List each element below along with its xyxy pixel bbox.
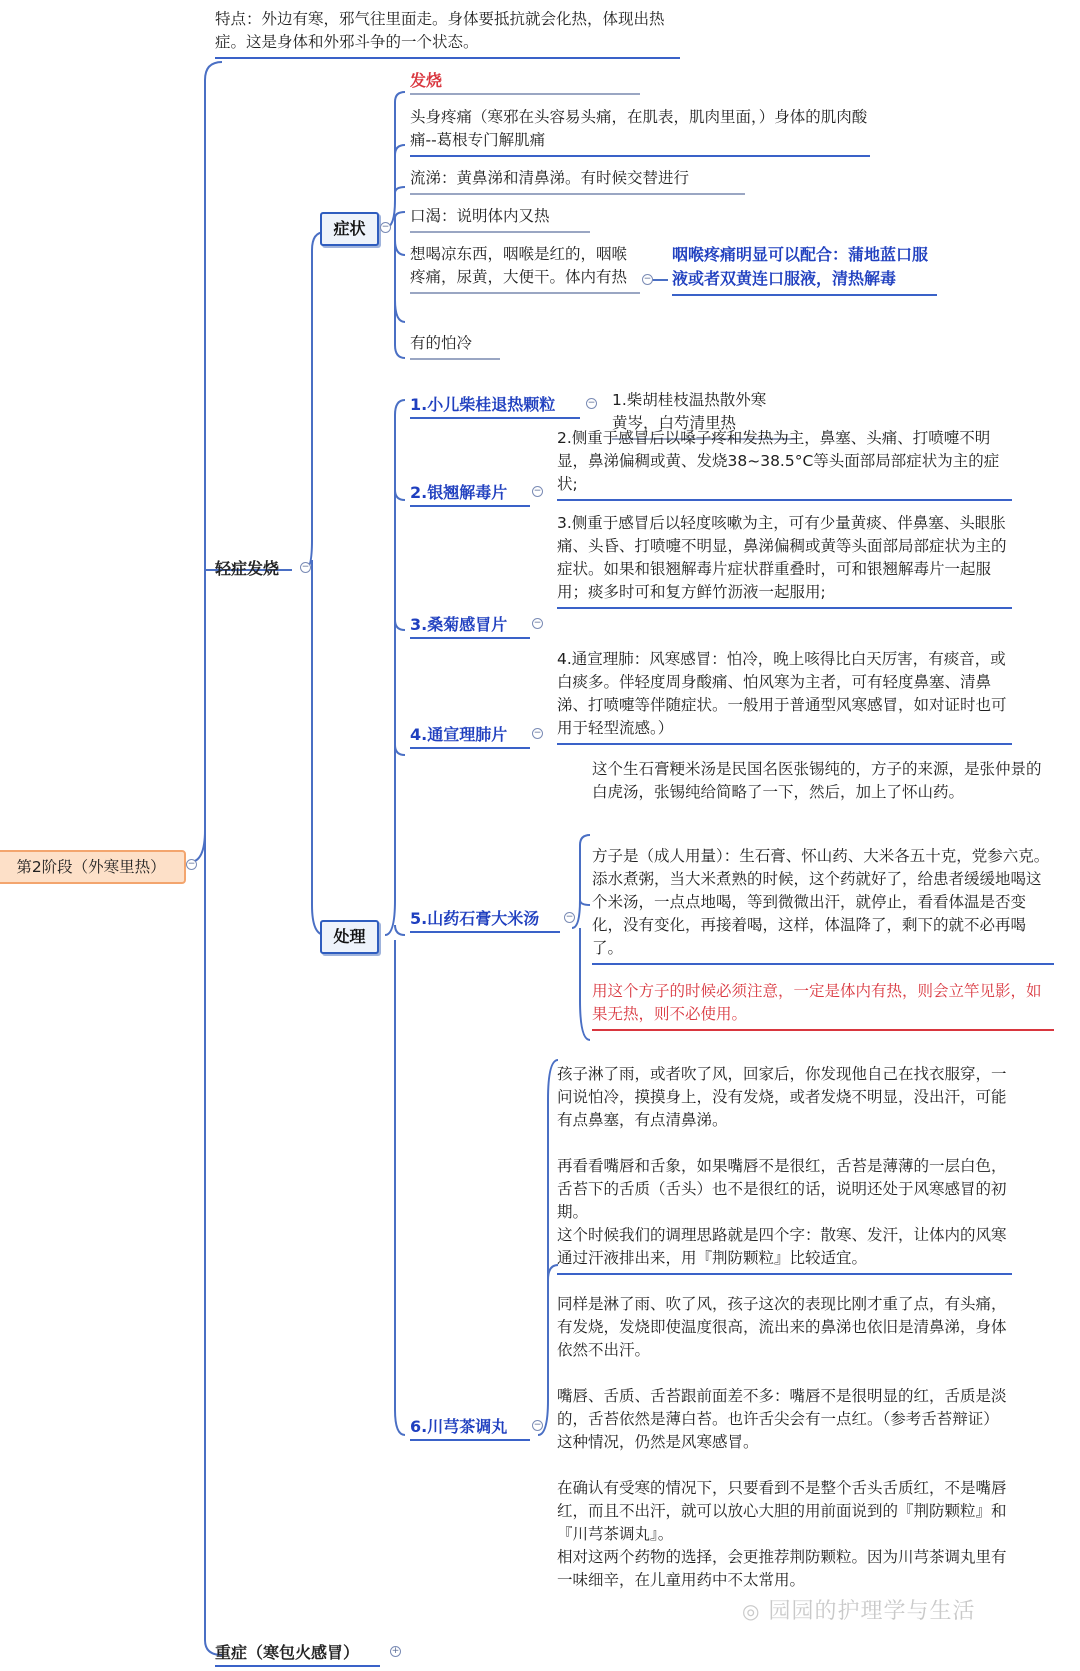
med-1-desc-text: 1.柴胡桂枝温热散外寒 黄岑，白芍清里热: [612, 391, 767, 432]
root-label: 第2阶段（外寒里热）: [16, 858, 166, 876]
watermark-text: 园园的护理学与生活: [768, 1599, 976, 1624]
med-1-name: 1.小儿柴桂退热颗粒: [410, 395, 556, 414]
symptom-runny-nose-text: 流涕：黄鼻涕和清鼻涕。有时候交替进行: [410, 169, 690, 187]
med-2-name: 2.银翘解毒片: [410, 483, 508, 502]
med-4-desc-text: 4.通宣理肺：风寒感冒：怕冷，晚上咳得比白天厉害，有痰音，或白痰多。伴轻度周身酸痛、怕风寒为主者，可有轻度鼻塞、清鼻涕、打喷嚏等伴随症状。一般用于普通型风寒感冒，如对证时也可用于轻型流感。）: [557, 650, 1007, 737]
symptom-internal-heat-text: 想喝凉东西，咽喉是红的，咽喉疼痛，尿黄，大便干。体内有热: [410, 245, 628, 286]
med-3-desc: [557, 512, 1012, 609]
med-6-block-1: [557, 1040, 1012, 1275]
med-2-desc: [557, 427, 1012, 501]
symptom-internal-heat-toggle[interactable]: −: [643, 274, 652, 284]
med-5-note-source: [592, 758, 1052, 804]
symptom-chills-text: 有的怕冷: [410, 334, 473, 352]
med-6-node[interactable]: [410, 1414, 530, 1441]
watermark: [742, 1594, 975, 1625]
med-6-name: 6.川芎茶调丸: [410, 1417, 508, 1436]
symptoms-label: 症状: [333, 219, 366, 238]
med-5-note-recipe-text: 方子是（成人用量）：生石膏、怀山药、大米各五十克，党参六克。添水煮粥，当大米煮熟的时候，这个药就好了，给患者缓缓地喝这个米汤，一点点地喝，等到微微出汗，就停止，看看体温是否变化，没有变化，再接着喝，这样，体温降了，剩下的就不必再喝了。: [592, 847, 1050, 957]
symptoms-collapse-toggle[interactable]: −: [381, 222, 390, 232]
med-5-name: 5.山药石膏大米汤: [410, 909, 540, 928]
med-3-name: 3.桑菊感冒片: [410, 615, 508, 634]
feature-text: 特点：外边有寒，邪气往里面走。身体要抵抗就会化热，体现出热症。这是身体和外邪斗争的一个状态。: [215, 10, 665, 51]
med-5-toggle[interactable]: −: [565, 912, 574, 922]
symptom-internal-heat: [410, 243, 640, 294]
med-5-note-source-text: 这个生石膏粳米汤是民国名医张锡纯的，方子的来源，是张仲景的白虎汤，张锡纯给简略了一下，然后，加上了怀山药。: [592, 760, 1042, 801]
treatment-node[interactable]: [320, 920, 379, 954]
symptom-fever-text: 发烧: [410, 71, 443, 90]
med-1-node[interactable]: [410, 392, 580, 419]
symptom-body-ache: [410, 106, 870, 157]
med-2-desc-text: 2.侧重于感冒后以嗓子疼和发热为主，鼻塞、头痛、打喷嚏不明显，鼻涕偏稠或黄、发烧38~38.5°C等头面部局部症状为主的症状;: [557, 429, 1000, 493]
med-5-note-caution: [592, 980, 1054, 1031]
med-6-block-2: [557, 1270, 1012, 1592]
root-collapse-toggle[interactable]: −: [187, 859, 196, 869]
symptoms-node[interactable]: [320, 212, 379, 246]
wechat-icon: ◎: [742, 1599, 761, 1623]
med-6-block-1-text: 孩子淋了雨，或者吹了风，回家后，你发现他自己在找衣服穿，一问说怕冷，摸摸身上，没有发烧，或者发烧不明显，没出汗，可能有点鼻塞，有点清鼻涕。 再看看嘴唇和舌象，如果嘴唇不是很红，舌苔是薄薄的一层白色，舌苔下的舌质（舌头）也不是很红的话，说明还处于风寒感冒的初期。 这个时候我们的调理思路就是四个字：散寒、发汗，让体内的风寒通过汗液排出来，用『荆防颗粒』比较适宜。: [557, 1065, 1007, 1267]
med-3-toggle[interactable]: −: [533, 618, 542, 628]
severe-expand-toggle[interactable]: +: [391, 1646, 400, 1656]
symptom-fever: [410, 68, 640, 95]
med-2-node[interactable]: [410, 480, 530, 507]
symptom-runny-nose: [410, 167, 745, 195]
med-4-node[interactable]: [410, 722, 530, 749]
throat-pain-note-text: 咽喉疼痛明显可以配合：蒲地蓝口服液或者双黄连口服液，清热解毒: [672, 245, 929, 288]
root-node[interactable]: [0, 850, 186, 884]
med-3-node[interactable]: [410, 612, 530, 639]
severe-label: 重症（寒包火感冒）: [215, 1643, 360, 1662]
med-5-note-recipe: [592, 845, 1054, 965]
med-5-node[interactable]: [410, 906, 560, 933]
feature-note: [215, 8, 680, 59]
mild-fever-label: 轻症发烧: [215, 559, 280, 578]
symptom-body-ache-text: 头身疼痛（寒邪在头容易头痛，在肌表，肌肉里面，）身体的肌肉酸痛--葛根专门解肌痛: [410, 108, 868, 149]
treatment-label: 处理: [333, 927, 366, 946]
med-6-toggle[interactable]: −: [533, 1420, 542, 1430]
med-4-name: 4.通宣理肺片: [410, 725, 508, 744]
med-3-desc-text: 3.侧重于感冒后以轻度咳嗽为主，可有少量黄痰、伴鼻塞、头眼胀痛、头昏、打喷嚏不明显，鼻涕偏稠或黄等头面部局部症状为主的症状。如果和银翘解毒片症状群重叠时，可和银翘解毒片一起服用；痰多时可和复方鲜竹沥液一起服用;: [557, 514, 1007, 601]
mild-collapse-toggle[interactable]: −: [301, 562, 310, 572]
mild-fever-node[interactable]: [215, 556, 295, 579]
symptom-chills: [410, 332, 500, 360]
symptom-thirst: [410, 205, 590, 233]
med-4-toggle[interactable]: −: [533, 728, 542, 738]
med-2-toggle[interactable]: −: [533, 486, 542, 496]
symptom-thirst-text: 口渴：说明体内又热: [410, 207, 550, 225]
med-1-toggle[interactable]: −: [587, 398, 596, 408]
med-5-note-caution-text: 用这个方子的时候必须注意，一定是体内有热，则会立竿见影，如果无热，则不必使用。: [592, 982, 1042, 1023]
med-4-desc: [557, 648, 1012, 745]
severe-node[interactable]: [215, 1640, 380, 1667]
throat-pain-note: [672, 243, 937, 296]
med-6-block-2-text: 同样是淋了雨、吹了风，孩子这次的表现比刚才重了点，有头痛，有发烧，发烧即使温度很高，流出来的鼻涕也依旧是清鼻涕，身体依然不出汗。 嘴唇、舌质、舌苔跟前面差不多：嘴唇不是很明显的红，舌质是淡的，舌苔依然是薄白苔。也许舌尖会有一点红。（参考舌苔辩证） 这种情况，仍然是风寒感冒。 在确认有受寒的情况下，只要看到不是整个舌头舌质红，不是嘴唇红，而且不出汗，就可以放心大胆的用前面说到的『荆防颗粒』和『川芎茶调丸』。 相对这两个药物的选择，会更推荐荆防颗粒。因为川芎茶调丸里有一味细辛，在儿童用药中不太常用。: [557, 1295, 1007, 1589]
